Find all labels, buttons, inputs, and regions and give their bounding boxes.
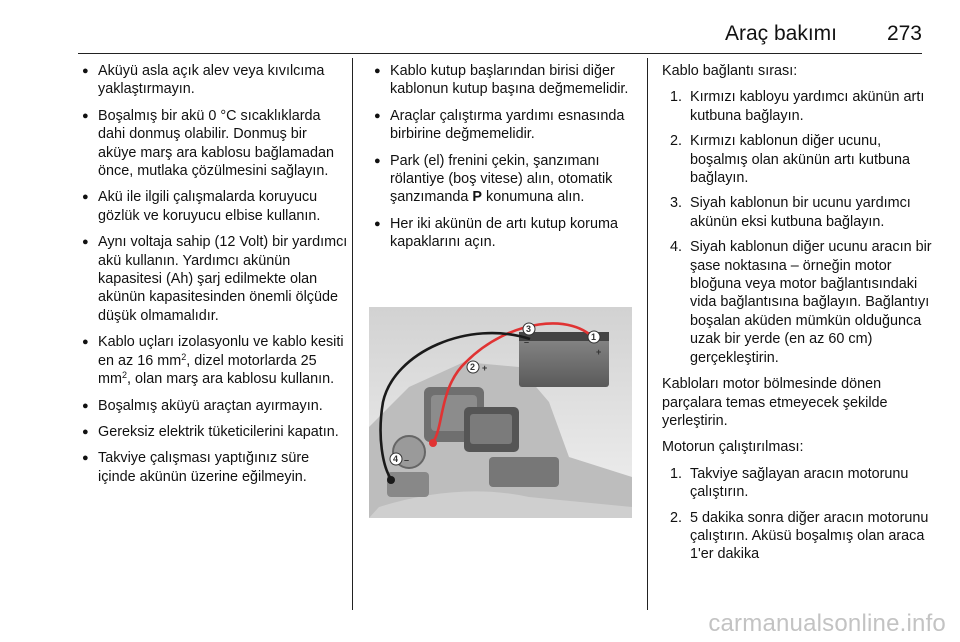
list-item: ● Boşalmış bir akü 0 °C sıcaklıklarda dahi donmuş olabilir. Donmuş bir aküye marş ara kablosu bağlamadan önce, mutlaka çözülmesini sağlayın.	[80, 107, 348, 181]
engine-bay-illustration	[369, 307, 632, 518]
column-2	[372, 62, 642, 260]
cable-sup-2: 2	[121, 370, 127, 381]
callout-4-sign: –	[404, 455, 410, 465]
step-text: 5 dakika sonra diğer aracın motorunu çalıştırın. Aküsü boşalmış olan araca 1'er dakika	[690, 509, 929, 563]
list-item: ● Gereksiz elektrik tüketicilerini kapatın.	[80, 423, 348, 441]
list-item: ● Aküyü asla açık alev veya kıvılcıma yaklaştırmayın.	[80, 62, 348, 99]
callout-3-number: 3	[526, 324, 532, 334]
step-number: 2.	[670, 509, 683, 526]
callout-2-number: 2	[470, 362, 476, 372]
list-item: ● Boşalmış aküyü araçtan ayırmayın.	[80, 397, 348, 415]
section-title: Araç bakımı	[724, 22, 837, 45]
cable-text-2: , dizel motorlarda 25 mm	[98, 352, 317, 388]
list-item	[662, 238, 932, 367]
list-item	[662, 132, 932, 187]
list-item	[662, 194, 932, 231]
callout-3-sign: –	[524, 337, 530, 347]
step-text: Kırmızı kablonun diğer ucunu, boşalmış olan akünün artı kutbuna bağlayın.	[690, 133, 910, 187]
start-steps	[662, 465, 932, 564]
watermark: carmanualsonline.info	[708, 610, 946, 637]
cable-routing-note: Kabloları motor bölmesinde dönen parçalara temas etmeyecek şekilde yerleştirin.	[662, 376, 888, 429]
step-number: 1.	[670, 465, 683, 482]
step-text: Siyah kablonun diğer ucunu aracın bir şase noktasına – örneğin motor bloğuna veya motor bağlantısındaki vida bağlantısına bağlayın. Bağlantıyı boşalan aküden mümkün olduğunca uzak bir yerde (en az 60 cm) gerçekleştirin.	[690, 239, 932, 366]
step-number: 1.	[670, 89, 683, 106]
list-item: ● Aynı voltaja sahip (12 Volt) bir yardımcı akü kullanın. Yardımcı akünün kapasitesi (Ah) şarj edilmekte olan akünün kapasitesinden önemli ölçüde düşük olmamalıdır.	[80, 233, 348, 325]
header-divider	[78, 53, 922, 54]
jump-start-figure	[369, 307, 632, 518]
step-number: 4.	[670, 239, 683, 256]
step-text: Takviye sağlayan aracın motorunu çalıştırın.	[690, 465, 909, 501]
procedure-list	[372, 62, 642, 252]
park-text-after: konumuna alın.	[482, 189, 585, 206]
cable-text-3: , olan marş ara kablosu kullanın.	[127, 371, 335, 388]
safety-list	[80, 62, 348, 486]
step-number: 3.	[670, 195, 683, 212]
callout-2-sign: +	[482, 363, 488, 373]
column-divider-2	[647, 58, 648, 610]
cable-text-1: Kablo uçları izolasyonlu ve kablo kesiti en az 16 mm	[98, 334, 344, 369]
step-number: 2.	[670, 133, 683, 150]
park-position-label: P	[472, 189, 483, 206]
callout-1-sign: +	[596, 347, 602, 357]
list-item	[662, 465, 932, 502]
list-item-park-brake	[372, 152, 642, 207]
callout-4-number: 4	[393, 454, 399, 464]
column-1	[80, 62, 348, 494]
list-item: ● Takviye çalışması yaptığınız süre içinde akünün üzerine eğilmeyin.	[80, 449, 348, 486]
step-text: Siyah kablonun bir ucunu yardımcı akünün eksi kutbuna bağlayın.	[690, 195, 911, 230]
step-text: Kırmızı kabloyu yardımcı akünün artı kutbuna bağlayın.	[690, 89, 925, 124]
list-item: ● Her iki akünün de artı kutup koruma kapaklarını açın.	[372, 215, 642, 252]
list-item: ● Araçlar çalıştırma yardımı esnasında birbirine değmemelidir.	[372, 107, 642, 144]
list-item: ● Akü ile ilgili çalışmalarda koruyucu gözlük ve koruyucu elbise kullanın.	[80, 188, 348, 225]
column-3	[662, 62, 932, 572]
list-item	[662, 88, 932, 125]
page-number: 273	[886, 22, 922, 45]
start-heading: Motorun çalıştırılması:	[662, 439, 804, 456]
list-item-cable-size	[80, 333, 348, 388]
callout-1-number: 1	[591, 332, 597, 342]
list-item	[662, 509, 932, 564]
park-text: Park (el) frenini çekin, şanzımanı rölantiye (boş vitese) alın, otomatik şanzımanda	[390, 152, 613, 206]
page-header	[0, 22, 922, 52]
list-item: ● Kablo kutup başlarından birisi diğer kablonun kutup başına değmemelidir.	[372, 62, 642, 99]
cable-sup-1: 2	[181, 351, 187, 362]
column-divider-1	[352, 58, 353, 610]
connection-heading: Kablo bağlantı sırası:	[662, 63, 798, 79]
connection-steps	[662, 88, 932, 367]
